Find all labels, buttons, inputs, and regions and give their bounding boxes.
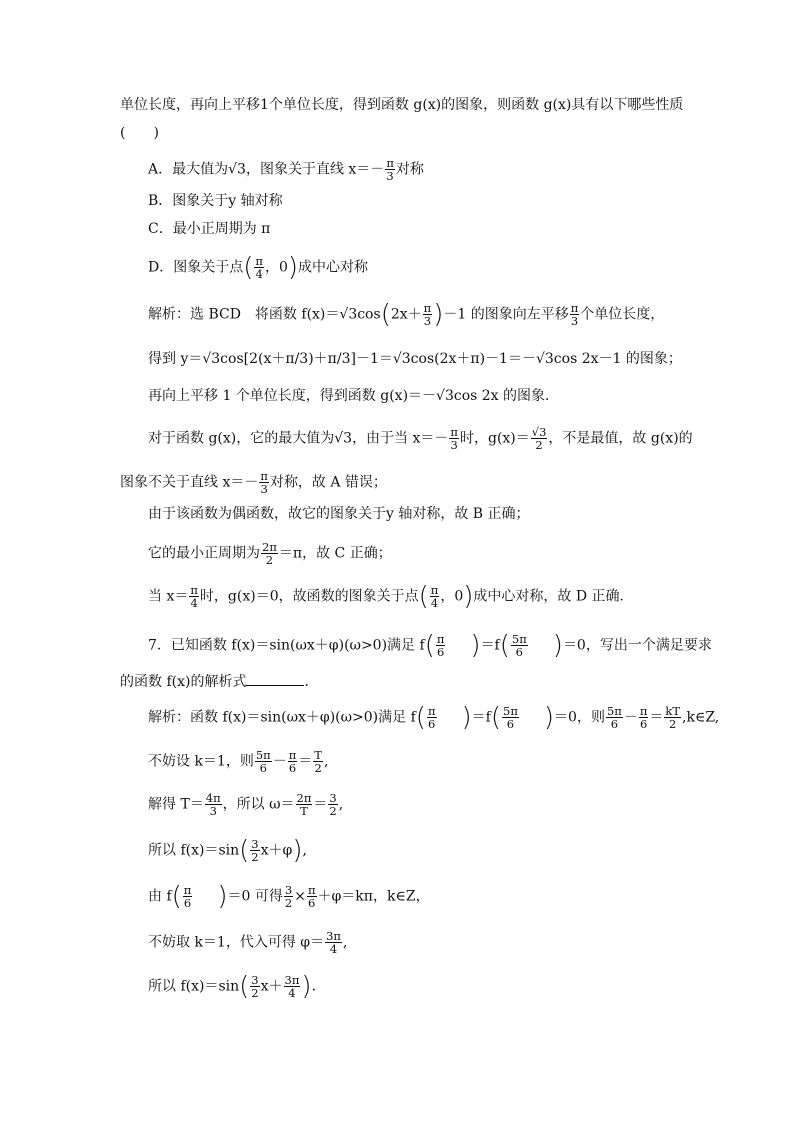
p6-solution-line7: 它的最小正周期为 $\frac{2\pi}{2}$ ＝π，故 C 正确； <box>148 540 392 567</box>
p6-solution-line2: 得到 y＝√3cos[2(x＋π/3)＋π/3]－1＝√3cos(2x＋π)－1＝－√3cos 2x－1 的图象； <box>148 351 682 367</box>
frac-pi-3: $\frac{\pi}{3}$ <box>386 156 394 183</box>
p7-solution-line5: 由 f( $\frac{\pi}{6}$ )＝0 可得 $\frac{3}{2}$ × $\frac{\pi}{6}$ ＋φ＝kπ，k∈Z， <box>148 881 430 912</box>
p6-solution-line8: 当 x＝ $\frac{\pi}{4}$ 时，g(x)＝0，故函数的图象关于点( $\frac{\pi}{4}$ ，0)成中心对称，故 D 正确． <box>148 581 634 612</box>
p6-solution-line3: 再向上平移 1 个单位长度，得到函数 g(x)＝－√3cos 2x 的图象． <box>148 388 560 404</box>
p6-option-b: B．图象关于y 轴对称 <box>148 193 283 209</box>
p7-solution-line6: 不妨取 k＝1，代入可得 φ＝ $\frac{3\pi}{4}$ , <box>148 929 348 956</box>
p7-solution-line7: 所以 f(x)＝sin( $\frac{3}{2}$ x＋ $\frac{3\pi}{4}$ ). <box>148 971 317 1002</box>
p7-solution-line2: 不妨设 k＝1，则 $\frac{5\pi}{6}$ － $\frac{\pi}{6}$ ＝ $\frac{T}{2}$ , <box>148 748 329 775</box>
p6-solution-line5: 图象不关于直线 x＝－ $\frac{\pi}{3}$ 对称，故 A 错误； <box>120 469 387 496</box>
answer-blank <box>246 671 304 686</box>
p6-option-c: C．最小正周期为 π <box>148 221 271 237</box>
p6-solution-line1: 解析：选 BCD 将函数 f(x)＝√3cos(2x＋ $\frac{\pi}{3}$ )－1 的图象向左平移 $\frac{\pi}{3}$ 个单位长度， <box>148 299 665 330</box>
p6-option-a: A．最大值为√3，图象关于直线 x＝－ $\frac{\pi}{3}$ 对称 <box>148 156 424 183</box>
p6-stem-line1: 单位长度，再向上平移1个单位长度，得到函数 g(x)的图象，则函数 g(x)具有以下哪些性质 <box>120 97 684 113</box>
p6-option-d: D．图象关于点( $\frac{\pi}{4}$ ，0)成中心对称 <box>148 252 369 283</box>
p7-stem-line2: 的函数 f(x)的解析式 ． <box>120 671 318 691</box>
p7-solution-line4: 所以 f(x)＝sin( $\frac{3}{2}$ x＋φ), <box>148 835 307 866</box>
p6-solution-line4: 对于函数 g(x)，它的最大值为√3，由于当 x＝－ $\frac{\pi}{3}$ 时，g(x)＝ $\frac{√3}{2}$ ，不是最值，故 g(x)的 <box>148 425 693 452</box>
p6-stem-line2: ( ) <box>120 125 159 141</box>
p7-solution-line1: 解析：函数 f(x)＝sin(ωx＋φ)(ω>0)满足 f( $\frac{\pi}{6}$ )＝f( $\frac{5\pi}{6}$ )＝0，则 $\frac{5\pi}{6}$ － $\frac{\pi}{6}$ ＝ $\frac{kT}{2}$ ,k∈Z, <box>148 702 720 733</box>
p7-solution-line3: 解得 T＝ $\frac{4\pi}{3}$ ，所以 ω＝ $\frac{2\pi}{T}$ ＝ $\frac{3}{2}$ , <box>148 791 344 818</box>
p7-stem-line1: 7．已知函数 f(x)＝sin(ωx＋φ)(ω>0)满足 f( $\frac{\pi}{6}$ )＝f( $\frac{5\pi}{6}$ )＝0，写出一个满足要求 <box>148 630 712 661</box>
p6-solution-line6: 由于该函数为偶函数，故它的图象关于y 轴对称，故 B 正确； <box>148 506 530 522</box>
